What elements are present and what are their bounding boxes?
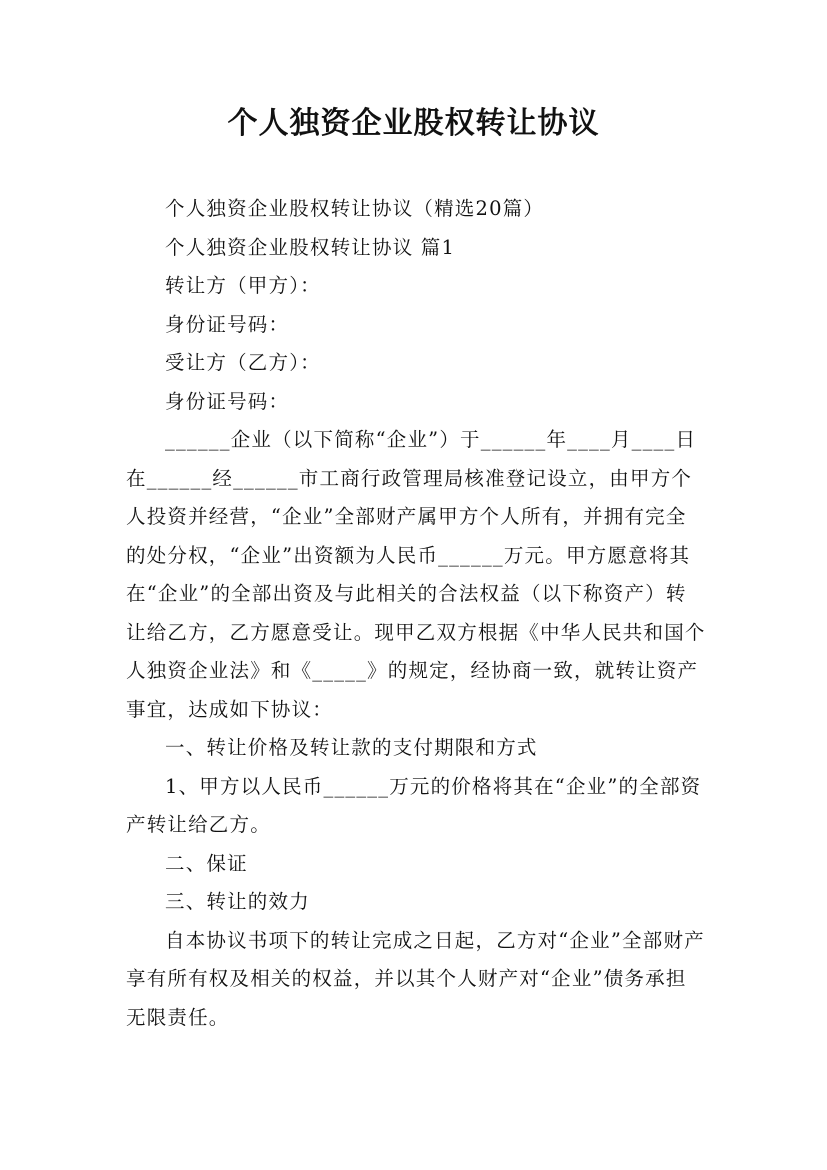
document-title: 个人独资企业股权转让协议 bbox=[227, 106, 600, 141]
paragraph-clause-3-body: 自本协议书项下的转让完成之日起，乙方对“企业”全部财产享有所有权及相关的权益，并以其个人财产对“企业”债务承担无限责任。 bbox=[126, 928, 705, 1029]
paragraph-transferor: 转让方（甲方）： bbox=[165, 274, 321, 297]
paragraph-transferee: 受让方（乙方）： bbox=[165, 351, 321, 374]
paragraph-clause-2-heading: 二、保证 bbox=[165, 851, 248, 875]
paragraph-clause-1-item-1: 1、甲方以人民币______万元的价格将其在“企业”的全部资产转让给乙方。 bbox=[126, 774, 702, 836]
paragraph-preamble: ______企业（以下简称“企业”）于______年____月____日在______经______市工商行政管理局核准登记设立，由甲方个人投资并经营，“企业”全部财产属甲方个人所有，并拥有完全的处分权，“企业”出资额为人民币______万元。甲方愿意将其在“企业”的全部出资及与此相关的合法权益（以下称资产）转让给乙方，乙方愿意受让。现甲乙双方根据《中华人民共和国个人独资企业法》和《_____》的规定，经协商一致，就转让资产事宜，达成如下协议： bbox=[126, 428, 706, 721]
paragraph-transferor-id: 身份证号码： bbox=[165, 312, 290, 336]
paragraph-transferee-id: 身份证号码： bbox=[165, 389, 290, 413]
document-body bbox=[126, 190, 706, 1037]
paragraph-clause-1-heading: 一、转让价格及转让款的支付期限和方式 bbox=[165, 736, 538, 759]
paragraph-subtitle: 个人独资企业股权转让协议（精选20篇） bbox=[165, 197, 545, 220]
paragraph-clause-3-heading: 三、转让的效力 bbox=[165, 890, 310, 913]
paragraph-section-heading: 个人独资企业股权转让协议 篇1 bbox=[165, 235, 456, 259]
